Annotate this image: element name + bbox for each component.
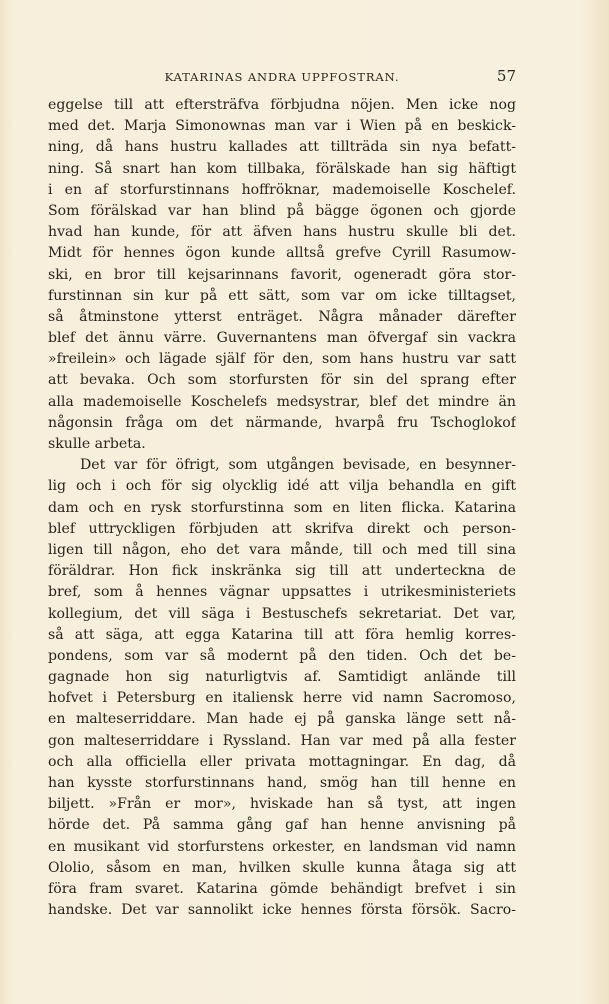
text-line: han kysste storfurstinnans hand, smög han till henne en <box>48 775 516 791</box>
text-line: ning. Så snart han kom tillbaka, förälskade han sig häftigt <box>48 160 516 177</box>
text-line: i en af storfurstinnans hoffröknar, mademoiselle Koschelef. <box>48 181 516 198</box>
text-line: hvad han kunde, för att äfven hans hustru skulle bli det. <box>48 224 516 241</box>
text-line: blef det ännu värre. Guvernantens man öfvergaf sin vackra <box>48 330 516 347</box>
text-line: dam och en rysk storfurstinna som en liten flicka. Katarina <box>48 499 516 516</box>
text-line: och alla officiella eller privata mottagningar. En dag, då <box>48 753 516 770</box>
text-line: ski, en bror till kejsarinnans favorit, ogeneradt göra stor- <box>48 266 516 283</box>
text-line: gagnade hon sig naturligtvis af. Samtidigt anlände till <box>48 669 516 686</box>
text-line: med det. Marja Simonownas man var i Wien på en beskick- <box>48 118 516 135</box>
text-line: ligen till någon, eho det vara månde, till och med till sina <box>48 541 516 558</box>
text-line: föräldrar. Hon fick inskränka sig till att underteckna de <box>48 563 516 580</box>
text-line: Som förälskad var han blind på bägge ögonen och gjorde <box>48 202 516 219</box>
text-line: att bevaka. Och som storfursten för sin del sprang efter <box>48 372 516 389</box>
text-line: handske. Det var sannolikt icke hennes första försök. Sacro- <box>48 902 516 919</box>
text-line: ning, då hans hustru kallades att tillträda sin nya befatt- <box>48 139 516 156</box>
text-line: »freilein» och lägade själf för den, som hans hustru var satt <box>48 351 516 368</box>
page-number: 57 <box>496 67 516 85</box>
text-line: hörde det. På samma gång gaf han henne anvisning på <box>48 817 516 834</box>
text-line: biljett. »Från er mor», hviskade han så tyst, att ingen <box>48 796 516 813</box>
text-line: en malteserriddare. Man hade ej på ganska länge sett nå- <box>48 711 516 728</box>
text-line: lig och i och för sig olycklig idé att vilja behandla en gift <box>48 478 516 495</box>
text-line: Midt för hennes ögon kunde alltså grefve Cyrill Rasumow- <box>48 245 516 262</box>
text-line: alla mademoiselle Koschelefs medsystrar, blef det mindre än <box>48 393 516 410</box>
text-line: så åtminstone ytterst enträget. Några månader därefter <box>48 308 516 325</box>
text-line: Ololio, såsom en man, hvilken skulle kunna åtaga sig att <box>48 859 516 876</box>
text-line: gon malteserriddare i Ryssland. Han var med på alla fester <box>48 732 516 749</box>
text-line: eggelse till att eftersträfva förbjudna nöjen. Men icke nog <box>48 97 516 113</box>
page-header <box>48 66 516 88</box>
running-title: KATARINAS ANDRA UPPFOSTRAN. <box>164 70 400 84</box>
text-line: hofvet i Petersburg en italiensk herre vid namn Sacromoso, <box>48 690 516 707</box>
text-line: pondens, som var så modernt på den tiden. Och det be- <box>48 647 516 664</box>
text-line: en musikant vid storfurstens orkester, en landsman vid namn <box>48 838 516 855</box>
text-line: blef uttryckligen förbjuden att skrifva direkt och person- <box>48 520 516 537</box>
text-line: Det var för öfrigt, som utgången bevisade, en besynner- <box>80 457 516 474</box>
text-line: bref, som å hennes vägnar uppsattes i utrikesministeriets <box>48 584 516 601</box>
text-line: kollegium, det vill säga i Bestuschefs sekretariat. Det var, <box>48 605 516 622</box>
text-line: furstinnan sin kur på ett sätt, som var om icke tilltagset, <box>48 287 516 304</box>
text-line: föra fram svaret. Katarina gömde behändigt brefvet i sin <box>48 880 516 897</box>
text-line: någonsin fråga om det närmande, hvarpå fru Tschoglokof <box>48 414 516 431</box>
text-line: så att säga, att egga Katarina till att föra hemlig korres- <box>48 626 516 643</box>
text-line: skulle arbeta. <box>48 436 146 452</box>
body-text <box>48 95 516 921</box>
